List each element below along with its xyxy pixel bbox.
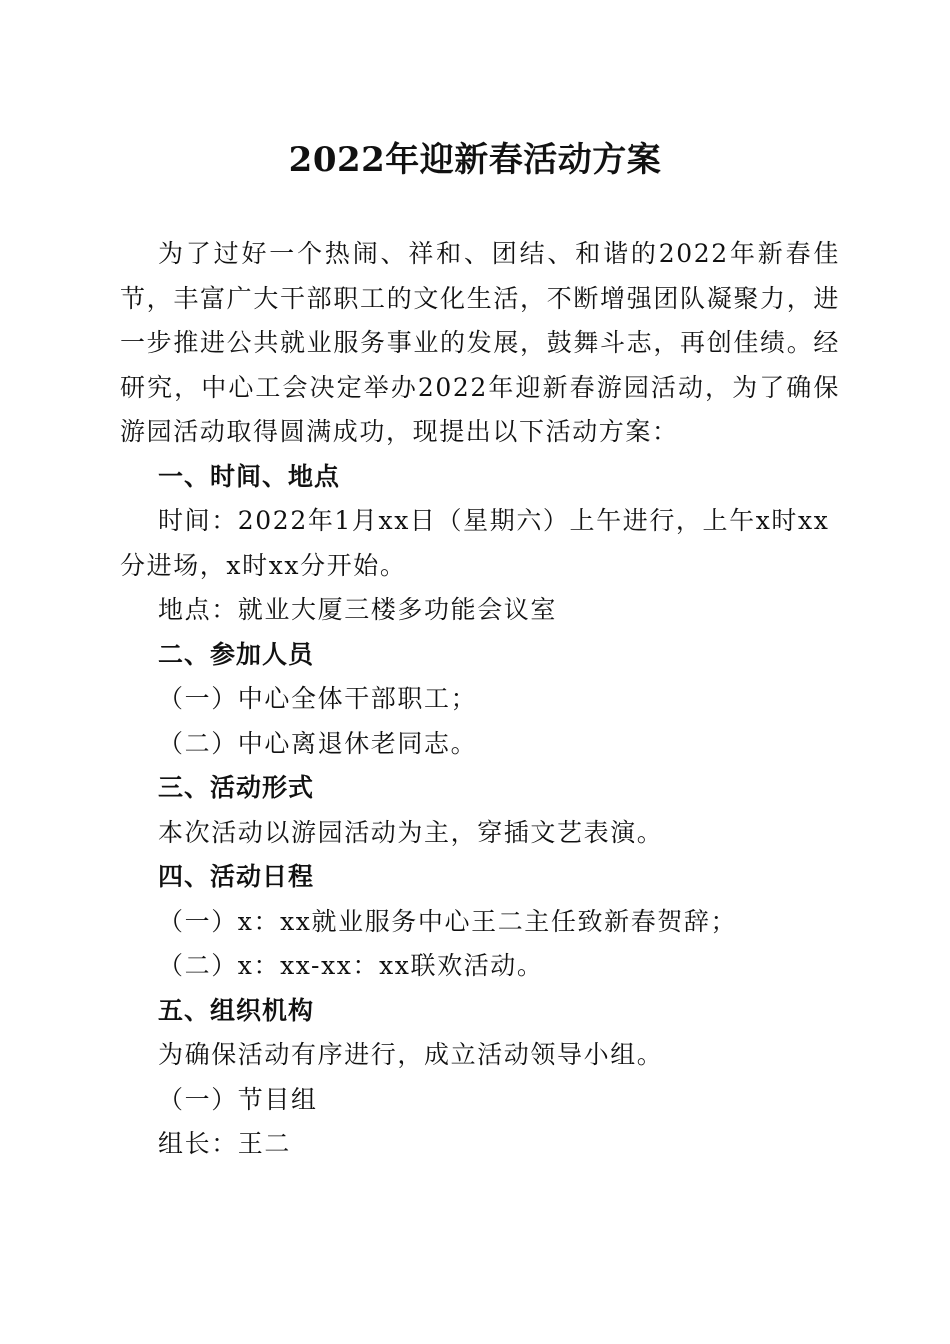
schedule-item: （一）x：xx就业服务中心王二主任致新春贺辞； [158, 906, 738, 936]
document-body [120, 232, 840, 1167]
participants-item: （二）中心离退休老同志。 [158, 728, 478, 758]
organization-paragraph: 为确保活动有序进行，成立活动领导小组。 [158, 1040, 664, 1069]
section-heading-schedule: 四、活动日程 [158, 862, 315, 891]
intro-paragraph: 为了过好一个热闹、祥和、团结、和谐的2022年新春佳节，丰富广大干部职工的文化生活，不断增强团队凝聚力，进一步推进公共就业服务事业的发展，鼓舞斗志，再创佳绩。经研究，中心工会决定举办2022年迎新春游园活动，为了确保游园活动取得圆满成功，现提出以下活动方案： [120, 239, 840, 446]
section-heading-organization: 五、组织机构 [158, 995, 315, 1025]
group-leader: 组长：王二 [158, 1129, 292, 1158]
section-heading-time-place: 一、时间、地点 [158, 461, 341, 491]
time-paragraph: 时间：2022年1月xx日（星期六）上午进行，上午x时xx分进场，x时xx分开始。 [120, 506, 830, 580]
document-title: 2022年迎新春活动方案 [288, 140, 662, 180]
section-heading-participants: 二、参加人员 [158, 639, 315, 669]
section-heading-format: 三、活动形式 [158, 773, 315, 802]
place-paragraph: 地点：就业大厦三楼多功能会议室 [158, 595, 558, 624]
program-group-label: （一）节目组 [158, 1084, 318, 1114]
format-paragraph: 本次活动以游园活动为主，穿插文艺表演。 [158, 817, 664, 847]
schedule-item: （二）x：xx-xx：xx联欢活动。 [158, 951, 544, 980]
participants-item: （一）中心全体干部职工； [158, 684, 478, 713]
